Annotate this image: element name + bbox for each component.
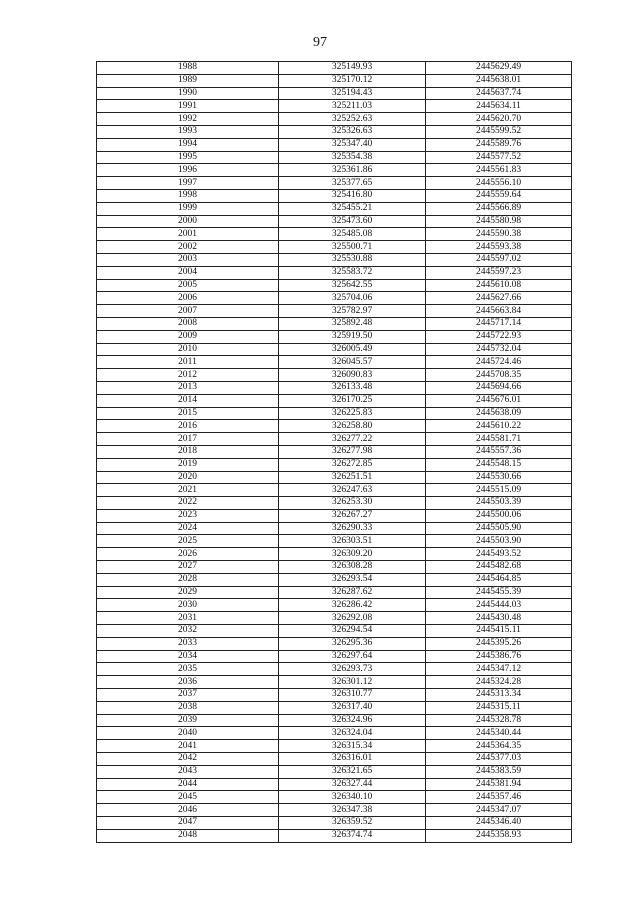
point-number-cell: 2012 (97, 369, 279, 382)
y-coordinate-cell: 2445482.68 (426, 561, 572, 574)
point-number-cell: 2039 (97, 714, 279, 727)
y-coordinate-cell: 2445581.71 (426, 433, 572, 446)
point-number-cell: 2014 (97, 394, 279, 407)
table-row (97, 484, 572, 497)
table-row (97, 676, 572, 689)
point-number-cell: 2008 (97, 317, 279, 330)
y-coordinate-cell: 2445556.10 (426, 177, 572, 190)
point-number-cell: 1989 (97, 74, 279, 87)
x-coordinate-cell: 326272.85 (279, 458, 426, 471)
point-number-cell: 1991 (97, 100, 279, 113)
point-number-cell: 1997 (97, 177, 279, 190)
y-coordinate-cell: 2445415.11 (426, 625, 572, 638)
table-row (97, 394, 572, 407)
x-coordinate-cell: 326347.38 (279, 804, 426, 817)
x-coordinate-cell: 325473.60 (279, 215, 426, 228)
point-number-cell: 2043 (97, 765, 279, 778)
x-coordinate-cell: 325892.48 (279, 317, 426, 330)
point-number-cell: 2042 (97, 753, 279, 766)
y-coordinate-cell: 2445561.83 (426, 164, 572, 177)
table-row (97, 356, 572, 369)
point-number-cell: 2032 (97, 625, 279, 638)
table-row (97, 125, 572, 138)
x-coordinate-cell: 325252.63 (279, 113, 426, 126)
point-number-cell: 1992 (97, 113, 279, 126)
table-row (97, 625, 572, 638)
y-coordinate-cell: 2445599.52 (426, 125, 572, 138)
point-number-cell: 2010 (97, 343, 279, 356)
y-coordinate-cell: 2445638.01 (426, 74, 572, 87)
y-coordinate-cell: 2445593.38 (426, 241, 572, 254)
table-row (97, 471, 572, 484)
y-coordinate-cell: 2445580.98 (426, 215, 572, 228)
table-row (97, 189, 572, 202)
table-row (97, 113, 572, 126)
table-row (97, 62, 572, 75)
y-coordinate-cell: 2445364.35 (426, 740, 572, 753)
x-coordinate-cell: 326340.10 (279, 791, 426, 804)
y-coordinate-cell: 2445620.70 (426, 113, 572, 126)
y-coordinate-cell: 2445430.48 (426, 612, 572, 625)
table-row (97, 689, 572, 702)
x-coordinate-cell: 326303.51 (279, 535, 426, 548)
table-row (97, 253, 572, 266)
table-row (97, 151, 572, 164)
x-coordinate-cell: 326309.20 (279, 548, 426, 561)
y-coordinate-cell: 2445324.28 (426, 676, 572, 689)
point-number-cell: 2031 (97, 612, 279, 625)
table-row (97, 829, 572, 842)
y-coordinate-cell: 2445340.44 (426, 727, 572, 740)
x-coordinate-cell: 325194.43 (279, 87, 426, 100)
x-coordinate-cell: 326253.30 (279, 497, 426, 510)
point-number-cell: 2044 (97, 778, 279, 791)
y-coordinate-cell: 2445634.11 (426, 100, 572, 113)
x-coordinate-cell: 326292.08 (279, 612, 426, 625)
y-coordinate-cell: 2445722.93 (426, 330, 572, 343)
table-row (97, 791, 572, 804)
x-coordinate-cell: 326287.62 (279, 586, 426, 599)
point-number-cell: 1995 (97, 151, 279, 164)
x-coordinate-cell: 326247.63 (279, 484, 426, 497)
y-coordinate-cell: 2445638.09 (426, 407, 572, 420)
x-coordinate-cell: 326324.04 (279, 727, 426, 740)
x-coordinate-cell: 326321.65 (279, 765, 426, 778)
x-coordinate-cell: 326301.12 (279, 676, 426, 689)
point-number-cell: 2020 (97, 471, 279, 484)
table-row (97, 637, 572, 650)
y-coordinate-cell: 2445732.04 (426, 343, 572, 356)
x-coordinate-cell: 326286.42 (279, 599, 426, 612)
x-coordinate-cell: 325500.71 (279, 241, 426, 254)
y-coordinate-cell: 2445383.59 (426, 765, 572, 778)
x-coordinate-cell: 326170.25 (279, 394, 426, 407)
point-number-cell: 2021 (97, 484, 279, 497)
point-number-cell: 2000 (97, 215, 279, 228)
table-row (97, 164, 572, 177)
table-row (97, 753, 572, 766)
y-coordinate-cell: 2445694.66 (426, 381, 572, 394)
table-row (97, 292, 572, 305)
x-coordinate-cell: 326324.96 (279, 714, 426, 727)
point-number-cell: 2035 (97, 663, 279, 676)
table-row (97, 778, 572, 791)
table-row (97, 330, 572, 343)
point-number-cell: 2005 (97, 279, 279, 292)
x-coordinate-cell: 325347.40 (279, 138, 426, 151)
point-number-cell: 2036 (97, 676, 279, 689)
point-number-cell: 2004 (97, 266, 279, 279)
y-coordinate-cell: 2445676.01 (426, 394, 572, 407)
y-coordinate-cell: 2445548.15 (426, 458, 572, 471)
y-coordinate-cell: 2445346.40 (426, 817, 572, 830)
y-coordinate-cell: 2445663.84 (426, 305, 572, 318)
x-coordinate-cell: 326294.54 (279, 625, 426, 638)
table-row (97, 586, 572, 599)
point-number-cell: 2019 (97, 458, 279, 471)
point-number-cell: 2007 (97, 305, 279, 318)
x-coordinate-cell: 325416.80 (279, 189, 426, 202)
coordinates-table (96, 61, 572, 843)
point-number-cell: 2017 (97, 433, 279, 446)
y-coordinate-cell: 2445315.11 (426, 701, 572, 714)
x-coordinate-cell: 325326.63 (279, 125, 426, 138)
table-row (97, 177, 572, 190)
point-number-cell: 1988 (97, 62, 279, 75)
y-coordinate-cell: 2445637.74 (426, 87, 572, 100)
point-number-cell: 2016 (97, 420, 279, 433)
x-coordinate-cell: 326090.83 (279, 369, 426, 382)
x-coordinate-cell: 326295.36 (279, 637, 426, 650)
y-coordinate-cell: 2445503.90 (426, 535, 572, 548)
y-coordinate-cell: 2445515.09 (426, 484, 572, 497)
table-row (97, 445, 572, 458)
table-row (97, 522, 572, 535)
table-row (97, 343, 572, 356)
x-coordinate-cell: 326359.52 (279, 817, 426, 830)
point-number-cell: 2047 (97, 817, 279, 830)
point-number-cell: 1999 (97, 202, 279, 215)
point-number-cell: 2030 (97, 599, 279, 612)
table-row (97, 100, 572, 113)
x-coordinate-cell: 325782.97 (279, 305, 426, 318)
x-coordinate-cell: 325211.03 (279, 100, 426, 113)
point-number-cell: 2046 (97, 804, 279, 817)
table-row (97, 420, 572, 433)
y-coordinate-cell: 2445313.34 (426, 689, 572, 702)
point-number-cell: 2033 (97, 637, 279, 650)
point-number-cell: 2015 (97, 407, 279, 420)
y-coordinate-cell: 2445557.36 (426, 445, 572, 458)
y-coordinate-cell: 2445493.52 (426, 548, 572, 561)
table-row (97, 535, 572, 548)
y-coordinate-cell: 2445464.85 (426, 573, 572, 586)
point-number-cell: 2027 (97, 561, 279, 574)
x-coordinate-cell: 326308.28 (279, 561, 426, 574)
point-number-cell: 1996 (97, 164, 279, 177)
y-coordinate-cell: 2445328.78 (426, 714, 572, 727)
point-number-cell: 2001 (97, 228, 279, 241)
y-coordinate-cell: 2445629.49 (426, 62, 572, 75)
y-coordinate-cell: 2445500.06 (426, 509, 572, 522)
table-row (97, 228, 572, 241)
point-number-cell: 2029 (97, 586, 279, 599)
table-row (97, 714, 572, 727)
x-coordinate-cell: 325485.08 (279, 228, 426, 241)
y-coordinate-cell: 2445530.66 (426, 471, 572, 484)
point-number-cell: 2037 (97, 689, 279, 702)
table-row (97, 727, 572, 740)
x-coordinate-cell: 325530.88 (279, 253, 426, 266)
x-coordinate-cell: 325354.38 (279, 151, 426, 164)
x-coordinate-cell: 326316.01 (279, 753, 426, 766)
point-number-cell: 2024 (97, 522, 279, 535)
y-coordinate-cell: 2445377.03 (426, 753, 572, 766)
point-number-cell: 2018 (97, 445, 279, 458)
x-coordinate-cell: 326327.44 (279, 778, 426, 791)
x-coordinate-cell: 326045.57 (279, 356, 426, 369)
point-number-cell: 2026 (97, 548, 279, 561)
x-coordinate-cell: 326310.77 (279, 689, 426, 702)
table-row (97, 202, 572, 215)
x-coordinate-cell: 325377.65 (279, 177, 426, 190)
table-row (97, 433, 572, 446)
y-coordinate-cell: 2445597.23 (426, 266, 572, 279)
table-row (97, 561, 572, 574)
y-coordinate-cell: 2445386.76 (426, 650, 572, 663)
x-coordinate-cell: 326293.54 (279, 573, 426, 586)
y-coordinate-cell: 2445347.07 (426, 804, 572, 817)
x-coordinate-cell: 326133.48 (279, 381, 426, 394)
y-coordinate-cell: 2445708.35 (426, 369, 572, 382)
table-row (97, 509, 572, 522)
table-row (97, 804, 572, 817)
table-row (97, 369, 572, 382)
coordinates-table-body (97, 62, 572, 843)
x-coordinate-cell: 325583.72 (279, 266, 426, 279)
point-number-cell: 2006 (97, 292, 279, 305)
y-coordinate-cell: 2445589.76 (426, 138, 572, 151)
point-number-cell: 2028 (97, 573, 279, 586)
point-number-cell: 2011 (97, 356, 279, 369)
table-row (97, 407, 572, 420)
x-coordinate-cell: 326005.49 (279, 343, 426, 356)
point-number-cell: 2048 (97, 829, 279, 842)
y-coordinate-cell: 2445395.26 (426, 637, 572, 650)
table-row (97, 663, 572, 676)
table-row (97, 215, 572, 228)
table-row (97, 817, 572, 830)
point-number-cell: 2003 (97, 253, 279, 266)
x-coordinate-cell: 326277.22 (279, 433, 426, 446)
table-row (97, 612, 572, 625)
table-row (97, 599, 572, 612)
page-number: 97 (313, 35, 327, 50)
table-row (97, 497, 572, 510)
y-coordinate-cell: 2445503.39 (426, 497, 572, 510)
x-coordinate-cell: 325455.21 (279, 202, 426, 215)
point-number-cell: 2002 (97, 241, 279, 254)
y-coordinate-cell: 2445559.64 (426, 189, 572, 202)
x-coordinate-cell: 326293.73 (279, 663, 426, 676)
table-row (97, 241, 572, 254)
x-coordinate-cell: 326317.40 (279, 701, 426, 714)
x-coordinate-cell: 325361.86 (279, 164, 426, 177)
y-coordinate-cell: 2445590.38 (426, 228, 572, 241)
point-number-cell: 1998 (97, 189, 279, 202)
table-row (97, 765, 572, 778)
point-number-cell: 1994 (97, 138, 279, 151)
table-row (97, 573, 572, 586)
table-row (97, 650, 572, 663)
point-number-cell: 2023 (97, 509, 279, 522)
table-row (97, 74, 572, 87)
y-coordinate-cell: 2445566.89 (426, 202, 572, 215)
y-coordinate-cell: 2445357.46 (426, 791, 572, 804)
point-number-cell: 2022 (97, 497, 279, 510)
y-coordinate-cell: 2445347.12 (426, 663, 572, 676)
x-coordinate-cell: 326374.74 (279, 829, 426, 842)
table-row (97, 317, 572, 330)
y-coordinate-cell: 2445444.03 (426, 599, 572, 612)
y-coordinate-cell: 2445505.90 (426, 522, 572, 535)
x-coordinate-cell: 325704.06 (279, 292, 426, 305)
x-coordinate-cell: 326251.51 (279, 471, 426, 484)
y-coordinate-cell: 2445610.22 (426, 420, 572, 433)
point-number-cell: 2025 (97, 535, 279, 548)
y-coordinate-cell: 2445381.94 (426, 778, 572, 791)
y-coordinate-cell: 2445358.93 (426, 829, 572, 842)
point-number-cell: 2034 (97, 650, 279, 663)
x-coordinate-cell: 325919.50 (279, 330, 426, 343)
point-number-cell: 2009 (97, 330, 279, 343)
table-row (97, 701, 572, 714)
table-row (97, 279, 572, 292)
point-number-cell: 1993 (97, 125, 279, 138)
table-row (97, 87, 572, 100)
y-coordinate-cell: 2445627.66 (426, 292, 572, 305)
x-coordinate-cell: 326277.98 (279, 445, 426, 458)
y-coordinate-cell: 2445724.46 (426, 356, 572, 369)
table-row (97, 381, 572, 394)
point-number-cell: 2013 (97, 381, 279, 394)
table-row (97, 305, 572, 318)
table-row (97, 740, 572, 753)
x-coordinate-cell: 326225.83 (279, 407, 426, 420)
point-number-cell: 2038 (97, 701, 279, 714)
table-row (97, 266, 572, 279)
y-coordinate-cell: 2445717.14 (426, 317, 572, 330)
y-coordinate-cell: 2445597.02 (426, 253, 572, 266)
table-row (97, 548, 572, 561)
x-coordinate-cell: 326290.33 (279, 522, 426, 535)
y-coordinate-cell: 2445577.52 (426, 151, 572, 164)
y-coordinate-cell: 2445610.08 (426, 279, 572, 292)
x-coordinate-cell: 325642.55 (279, 279, 426, 292)
point-number-cell: 2045 (97, 791, 279, 804)
point-number-cell: 2041 (97, 740, 279, 753)
table-row (97, 138, 572, 151)
x-coordinate-cell: 326315.34 (279, 740, 426, 753)
x-coordinate-cell: 325149.93 (279, 62, 426, 75)
x-coordinate-cell: 326258.80 (279, 420, 426, 433)
point-number-cell: 1990 (97, 87, 279, 100)
point-number-cell: 2040 (97, 727, 279, 740)
x-coordinate-cell: 326267.27 (279, 509, 426, 522)
y-coordinate-cell: 2445455.39 (426, 586, 572, 599)
x-coordinate-cell: 326297.64 (279, 650, 426, 663)
x-coordinate-cell: 325170.12 (279, 74, 426, 87)
table-row (97, 458, 572, 471)
